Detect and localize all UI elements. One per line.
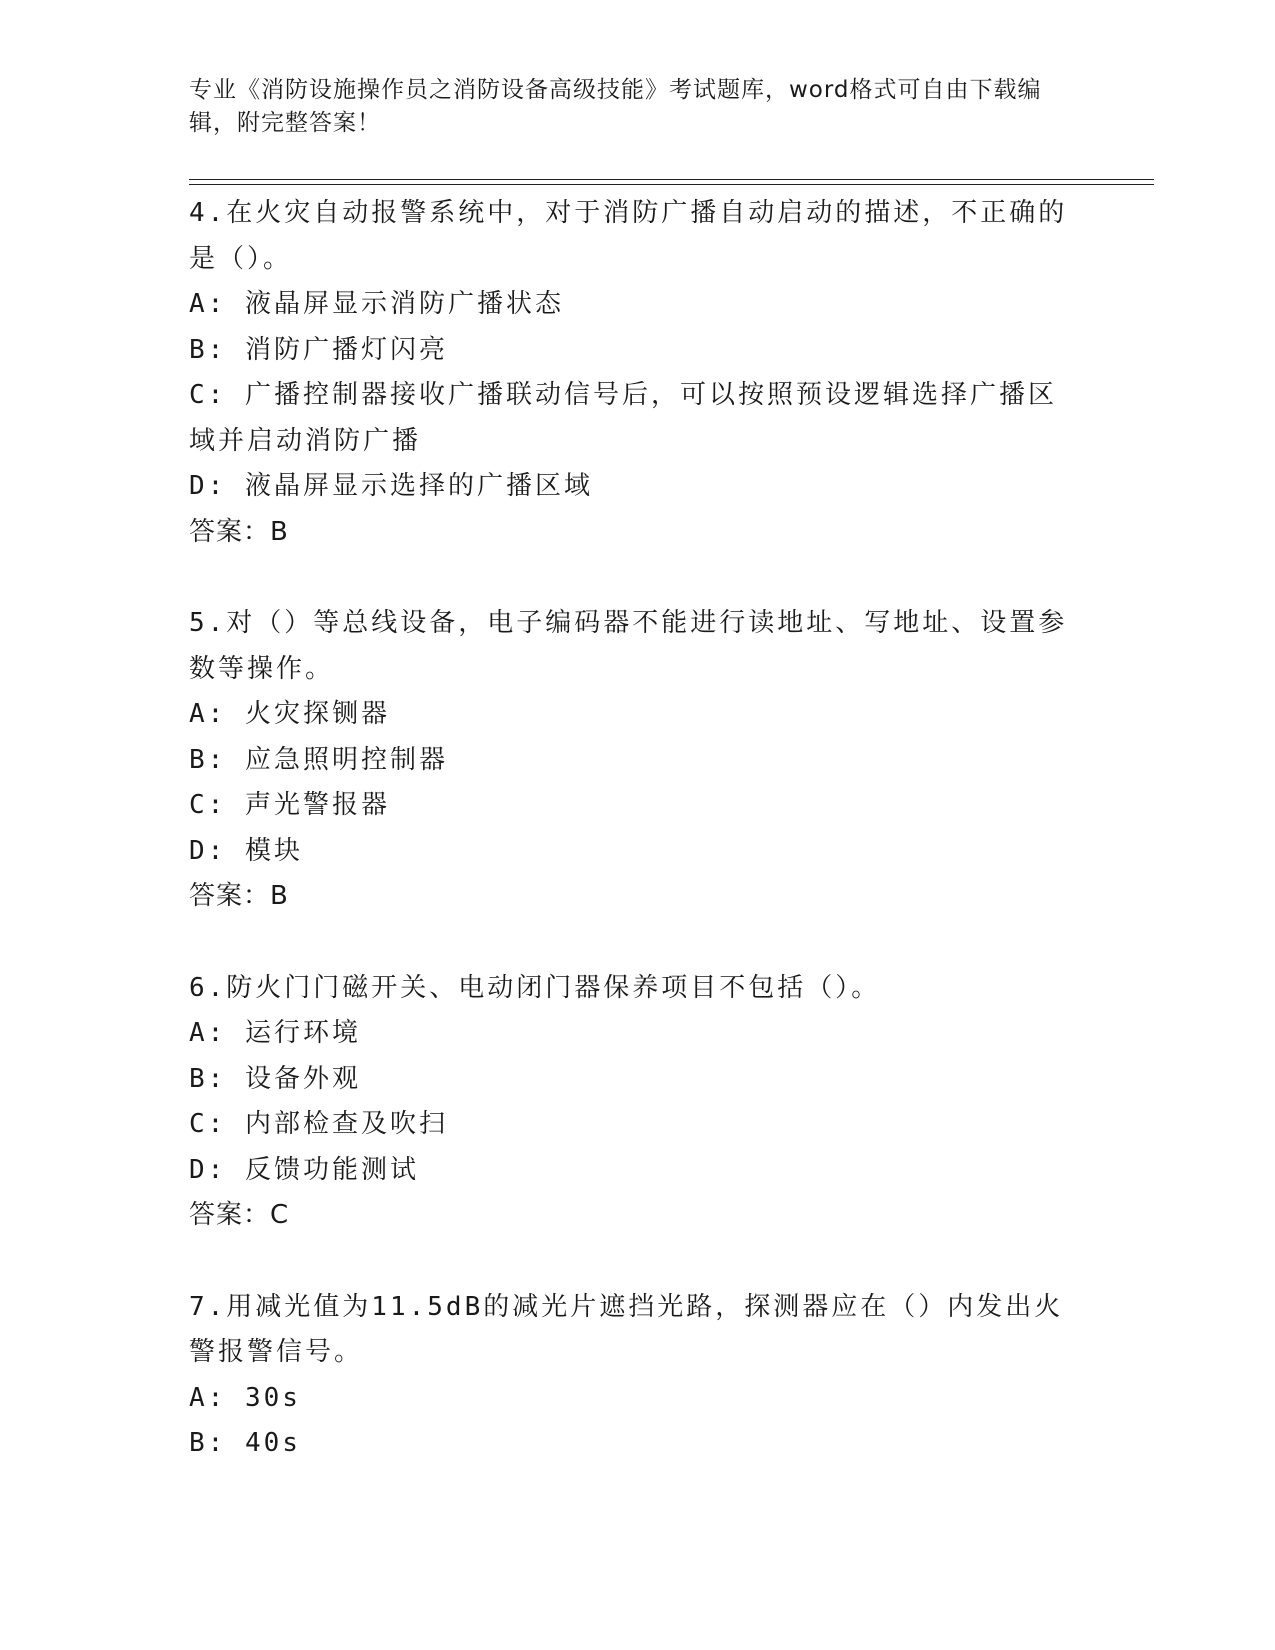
option-d: D: 模块	[189, 835, 303, 866]
option-b: B: 40s	[189, 1428, 301, 1458]
option-c: C: 内部检查及吹扫	[189, 1109, 448, 1139]
question-stem: 7.用减光值为11.5dB的减光片遮挡光路，探测器应在（）内发出火警报警信号。	[189, 1291, 1064, 1367]
option-b: B: 设备外观	[189, 1063, 361, 1094]
option-b: B: 应急照明控制器	[189, 744, 448, 775]
option-c: C: 声光警报器	[189, 790, 390, 820]
answer-label: 答案：B	[189, 881, 289, 911]
header-divider-bottom	[189, 184, 1154, 185]
option-a: A: 运行环境	[189, 1018, 361, 1048]
answer-label: 答案：B	[189, 516, 289, 547]
option-d: D: 反馈功能测试	[189, 1154, 419, 1185]
option-d: D: 液晶屏显示选择的广播区域	[189, 471, 593, 501]
question-6	[189, 966, 1089, 1239]
question-4	[189, 191, 1089, 555]
question-stem: 5.对（）等总线设备，电子编码器不能进行读地址、写地址、设置参数等操作。	[189, 608, 1068, 684]
option-b: B: 消防广播灯闪亮	[189, 334, 448, 365]
question-7	[189, 1285, 1089, 1467]
question-5	[189, 601, 1089, 920]
document-header: 专业《消防设施操作员之消防设备高级技能》考试题库，word格式可自由下载编辑，附完整答案！	[189, 77, 1042, 136]
option-c: C: 广播控制器接收广播联动信号后，可以按照预设逻辑选择广播区域并启动消防广播	[189, 380, 1057, 456]
header-divider-top	[189, 179, 1154, 180]
question-stem: 4.在火灾自动报警系统中，对于消防广播自动启动的描述，不正确的是（）。	[189, 198, 1068, 274]
question-stem: 6.防火门门磁开关、电动闭门器保养项目不包括（）。	[189, 972, 881, 1003]
option-a: A: 30s	[189, 1382, 301, 1413]
answer-label: 答案：C	[189, 1200, 290, 1230]
question-list	[189, 191, 1089, 1513]
option-a: A: 火灾探铡器	[189, 699, 390, 729]
option-a: A: 液晶屏显示消防广播状态	[189, 289, 564, 319]
